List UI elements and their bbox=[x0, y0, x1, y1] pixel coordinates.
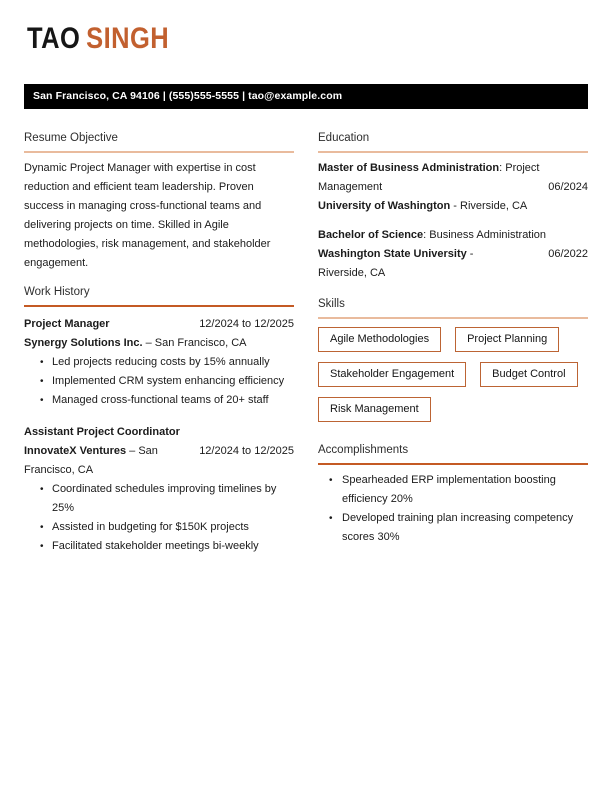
job-dates: 12/2024 to 12/2025 bbox=[199, 445, 294, 457]
school-line bbox=[318, 197, 588, 216]
education-entry-2 bbox=[318, 226, 588, 283]
job-bullet: • Managed cross-functional teams of 20+ staff bbox=[24, 391, 294, 410]
skills-heading: Skills bbox=[318, 295, 588, 319]
skill-tag: Agile Methodologies bbox=[318, 327, 441, 352]
job-bullet: • Coordinated schedules improving timelines by 25% bbox=[24, 480, 294, 518]
job-title: Assistant Project Coordinator bbox=[24, 426, 180, 438]
skill-tag: Risk Management bbox=[318, 397, 431, 422]
accomplishment-bullet: • Spearheaded ERP implementation boosting efficiency 20% bbox=[318, 471, 588, 509]
name-inner bbox=[27, 22, 169, 56]
section-objective bbox=[24, 129, 294, 273]
degree-field-wrap: Management bbox=[318, 181, 383, 193]
school-name: University of Washington bbox=[318, 200, 451, 212]
job-title: Project Manager bbox=[24, 318, 110, 330]
job-dates: 12/2024 to 12/2025 bbox=[199, 318, 294, 330]
degree-field: : Project bbox=[499, 162, 540, 174]
degree-wrap-row bbox=[318, 178, 588, 197]
objective-text: Dynamic Project Manager with expertise in cost reduction and efficient team leadership. Proven success in managing cross-functional teams and delivering projects on time. Skilled in Agile methodologies, risk management, and stakeholder engagement. bbox=[24, 162, 271, 269]
company-location-wrap: Francisco, CA bbox=[24, 464, 94, 476]
graduation-date: 06/2024 bbox=[548, 181, 588, 193]
skill-tag: Project Planning bbox=[455, 327, 559, 352]
education-heading: Education bbox=[318, 129, 588, 153]
degree-line bbox=[318, 159, 588, 178]
job-bullet-list bbox=[24, 480, 294, 556]
objective-heading: Resume Objective bbox=[24, 129, 294, 153]
job-bullet-list bbox=[24, 353, 294, 410]
job-entry-1 bbox=[24, 315, 294, 410]
work-history-heading: Work History bbox=[24, 283, 294, 307]
left-column bbox=[24, 122, 294, 556]
section-education bbox=[318, 129, 588, 283]
section-work-history bbox=[24, 283, 294, 556]
skill-tag: Budget Control bbox=[480, 362, 577, 387]
accomplishments-heading: Accomplishments bbox=[318, 441, 588, 465]
name-heading bbox=[27, 22, 194, 56]
school-row bbox=[318, 245, 588, 264]
job-company-row bbox=[24, 442, 294, 461]
section-skills bbox=[318, 295, 588, 422]
company-line bbox=[24, 442, 158, 461]
graduation-date: 06/2022 bbox=[548, 248, 588, 260]
job-bullet: • Facilitated stakeholder meetings bi-weekly bbox=[24, 537, 294, 556]
contact-bar bbox=[24, 84, 588, 109]
job-title-row bbox=[24, 315, 294, 334]
school-name: Washington State University bbox=[318, 248, 467, 260]
degree-name: Master of Business Administration bbox=[318, 162, 500, 174]
school-location: - Riverside, CA bbox=[450, 200, 528, 212]
job-entry-2 bbox=[24, 423, 294, 556]
accomplishment-list bbox=[318, 471, 588, 547]
degree-name: Bachelor of Science bbox=[318, 229, 424, 241]
school-dash: - bbox=[466, 248, 474, 260]
education-entry-1 bbox=[318, 159, 588, 216]
company-location: – San bbox=[126, 445, 158, 457]
job-bullet: • Assisted in budgeting for $150K projects bbox=[24, 518, 294, 537]
company-location: – San Francisco, CA bbox=[142, 337, 247, 349]
first-name: TAO bbox=[27, 22, 81, 55]
company-name: Synergy Solutions Inc. bbox=[24, 337, 143, 349]
company-name: InnovateX Ventures bbox=[24, 445, 127, 457]
skill-tag-list bbox=[318, 325, 588, 422]
job-bullet: • Led projects reducing costs by 15% annually bbox=[24, 353, 294, 372]
accomplishment-bullet: • Developed training plan increasing competency scores 30% bbox=[318, 509, 588, 547]
contact-text: San Francisco, CA 94106 | (555)555-5555 | tao@example.com bbox=[33, 90, 343, 102]
school-line bbox=[318, 245, 473, 264]
skill-tag: Stakeholder Engagement bbox=[318, 362, 466, 387]
job-bullet: • Implemented CRM system enhancing efficiency bbox=[24, 372, 294, 391]
degree-field: : Business Administration bbox=[423, 229, 547, 241]
last-name: SINGH bbox=[86, 22, 170, 55]
job-company-line bbox=[24, 334, 294, 353]
section-accomplishments bbox=[318, 441, 588, 547]
school-location-wrap: Riverside, CA bbox=[318, 267, 386, 279]
right-column bbox=[318, 122, 588, 547]
degree-line bbox=[318, 226, 588, 245]
